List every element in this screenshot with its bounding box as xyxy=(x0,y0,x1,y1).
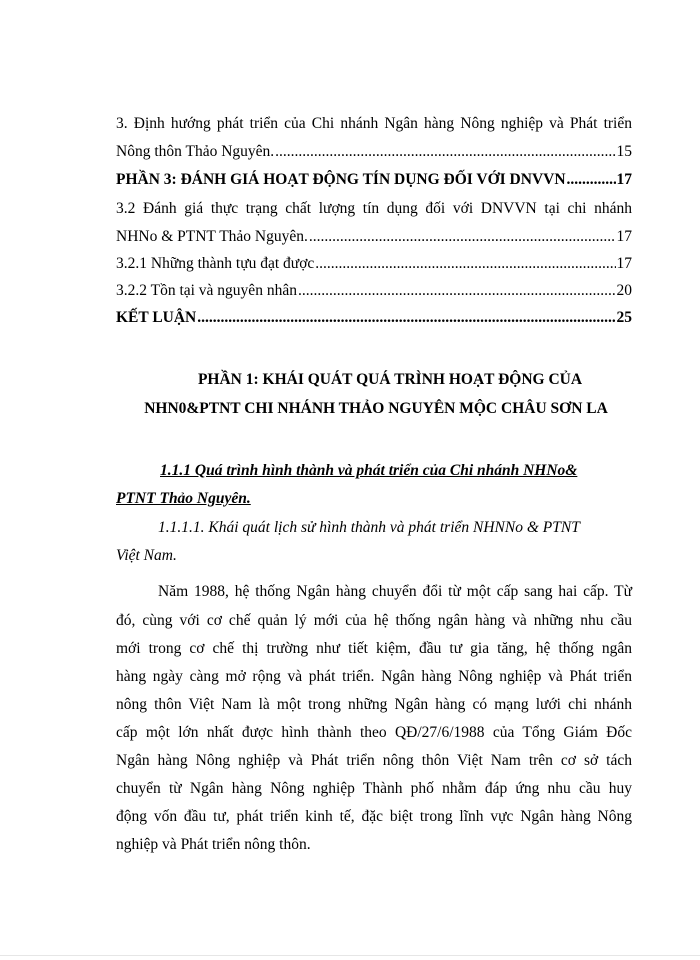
toc-phan-3-text: PHẦN 3: ĐÁNH GIÁ HOẠT ĐỘNG TÍN DỤNG ĐỐI VỚI DNVVN xyxy=(116,171,566,188)
body-line: nông thôn Việt Nam là một trong những Ngân hàng có mạng lưới chi nhánh xyxy=(116,696,632,713)
toc-item-321-page: 17 xyxy=(616,255,632,272)
toc-leader xyxy=(315,254,615,274)
body-line: đó, cùng với cơ chế quản lý mới của hệ thống ngân hàng và những nhu cầu xyxy=(116,612,632,629)
toc-item-3-line1: 3. Định hướng phát triển của Chi nhánh Ngân hàng Nông nghiệp và Phát triển xyxy=(116,115,632,132)
page-bottom-edge xyxy=(0,955,700,956)
toc-item-3-text: Nông thôn Thảo Nguyên. xyxy=(116,143,275,160)
body-line: mới trong cơ chế thị trường như tiết kiệm, đầu tư gia tăng, hệ thống ngân xyxy=(116,640,632,657)
toc-item-321 xyxy=(116,254,632,274)
subsection-heading-line2: Việt Nam. xyxy=(116,547,177,564)
toc-leader xyxy=(197,308,615,328)
toc-phan-3 xyxy=(116,170,632,190)
body-line: cấp một lớn nhất được hình thành theo QĐ/27/6/1988 của Tổng Giám Đốc xyxy=(116,724,632,741)
toc-item-322-text: 3.2.2 Tồn tại và nguyên nhân xyxy=(116,282,297,299)
toc-item-322 xyxy=(116,281,632,301)
toc-item-32-page: 17 xyxy=(616,228,632,245)
body-line: Ngân hàng Nông nghiệp và Phát triển nông thôn Việt Nam trên cơ sở tách xyxy=(116,752,632,769)
toc-phan-3-page: 17 xyxy=(616,171,632,188)
toc-item-32-line1: 3.2 Đánh giá thực trạng chất lượng tín dụng đối với DNVVN tại chi nhánh xyxy=(116,200,632,217)
subsection-heading-line1: 1.1.1.1. Khái quát lịch sử hình thành và phát triển NHNNo & PTNT xyxy=(158,519,580,536)
body-line: nghiệp và Phát triển nông thôn. xyxy=(116,836,311,853)
toc-leader xyxy=(309,227,616,247)
body-line: hàng ngày càng mở rộng và phát triển. Ngân hàng Nông nghiệp và Phát triển xyxy=(116,668,632,685)
toc-ket-luan-text: KẾT LUẬN xyxy=(116,309,197,326)
section-heading-line2: PTNT Thảo Nguyên. xyxy=(116,490,251,507)
section-heading-line1: 1.1.1 Quá trình hình thành và phát triển của Chi nhánh NHNo& xyxy=(160,462,578,479)
toc-leader xyxy=(567,170,616,190)
toc-leader xyxy=(275,142,615,162)
body-line: động vốn đầu tư, phát triển kinh tế, đặc biệt trong lĩnh vực Ngân hàng Nông xyxy=(116,808,632,825)
body-line: chuyển từ Ngân hàng Nông nghiệp Thành phố nhằm đáp ứng nhu cầu huy xyxy=(116,780,632,797)
toc-item-322-page: 20 xyxy=(616,282,632,299)
toc-item-321-text: 3.2.1 Những thành tựu đạt được xyxy=(116,255,315,272)
body-line: Năm 1988, hệ thống Ngân hàng chuyển đổi từ một cấp sang hai cấp. Từ xyxy=(158,583,632,600)
toc-leader xyxy=(298,281,616,301)
toc-ket-luan xyxy=(116,308,632,328)
toc-item-3-line2 xyxy=(116,142,632,162)
toc-item-32-line2 xyxy=(116,227,632,247)
toc-item-32-text: NHNo & PTNT Thảo Nguyên. xyxy=(116,228,308,245)
chapter-title-line2: NHN0&PTNT CHI NHÁNH THẢO NGUYÊN MỘC CHÂU SƠN LA xyxy=(144,400,608,417)
chapter-title-line1: PHẦN 1: KHÁI QUÁT QUÁ TRÌNH HOẠT ĐỘNG CỦA xyxy=(197,371,583,388)
toc-ket-luan-page: 25 xyxy=(616,309,632,326)
toc-item-3-page: 15 xyxy=(616,143,632,160)
